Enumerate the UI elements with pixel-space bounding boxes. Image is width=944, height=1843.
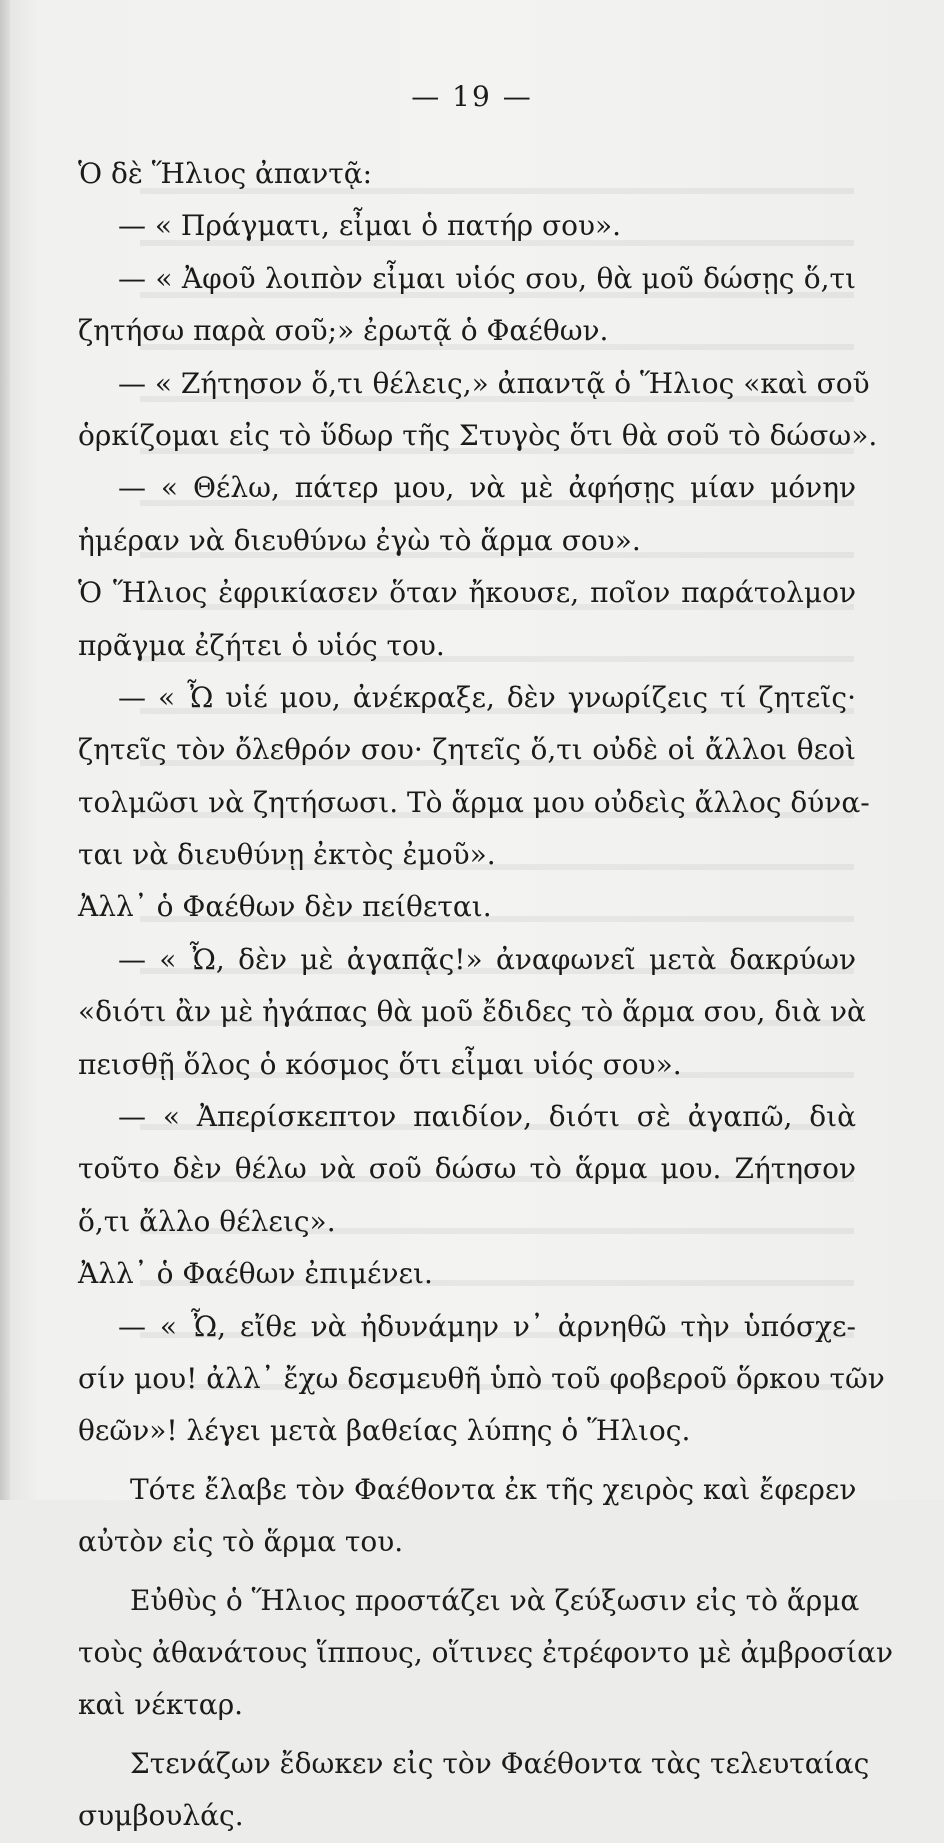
text-line: καὶ νέκταρ. xyxy=(78,1688,244,1722)
text-line: συμβουλάς. xyxy=(78,1799,244,1833)
text-line: — « Ὦ υἱέ μου, ἀνέκραξε, δὲν γνωρίζεις τί ζητεῖς· xyxy=(118,680,856,714)
text-line: — « Θέλω, πάτερ μου, νὰ μὲ ἀφήσῃς μίαν μόνην xyxy=(118,471,856,505)
text-line: Ὁ δὲ Ἥλιος ἀπαντᾷ: xyxy=(78,157,373,190)
text-line: — « Ὦ, εἴθε νὰ ἠδυνάμην ν᾽ ἀρνηθῶ τὴν ὑπόσχε- xyxy=(118,1309,856,1343)
text-line: ἡμέραν νὰ διευθύνω ἐγὼ τὸ ἅρμα σου». xyxy=(78,523,641,557)
text-line: ὅ,τι ἄλλο θέλεις». xyxy=(78,1204,336,1238)
text-line: — « Ζήτησον ὅ,τι θέλεις,» ἀπαντᾷ ὁ Ἥλιος «καὶ σοῦ xyxy=(118,366,870,400)
text-line: — « Ἀπερίσκεπτον παιδίον, διότι σὲ ἀγαπῶ, διὰ xyxy=(118,1100,856,1134)
text-line: ζητεῖς τὸν ὄλεθρόν σου· ζητεῖς ὅ,τι οὐδὲ οἱ ἄλλοι θεοὶ xyxy=(78,733,856,767)
text-line: Ἀλλ᾽ ὁ Φαέθων ἐπιμένει. xyxy=(78,1257,433,1291)
text-line: πρᾶγμα ἐζήτει ὁ υἱός του. xyxy=(78,628,445,662)
text-line: Ἀλλ᾽ ὁ Φαέθων δὲν πείθεται. xyxy=(78,890,492,924)
text-line: ται νὰ διευθύνῃ ἐκτὸς ἐμοῦ». xyxy=(78,838,496,872)
text-line: Εὐθὺς ὁ Ἥλιος προστάζει νὰ ζεύξωσιν εἰς τὸ ἅρμα xyxy=(130,1583,860,1617)
text-line: — « Ἀφοῦ λοιπὸν εἶμαι υἱός σου, θὰ μοῦ δώσῃς ὅ,τι xyxy=(118,261,856,295)
text-line: ζητήσω παρὰ σοῦ;» ἐρωτᾷ ὁ Φαέθων. xyxy=(78,314,609,348)
text-line: — « Ὦ, δὲν μὲ ἀγαπᾷς!» ἀναφωνεῖ μετὰ δακρύων xyxy=(118,942,856,976)
text-line: «διότι ἂν μὲ ἠγάπας θὰ μοῦ ἔδιδες τὸ ἅρμα σου, διὰ νὰ xyxy=(78,995,866,1029)
text-line: σίν μου! ἀλλ᾽ ἔχω δεσμευθῆ ὑπὸ τοῦ φοβεροῦ ὅρκου τῶν xyxy=(78,1361,885,1395)
text-line: ὁρκίζομαι εἰς τὸ ὕδωρ τῆς Στυγὸς ὅτι θὰ σοῦ τὸ δώσω». xyxy=(78,418,878,452)
body-text xyxy=(78,148,894,1843)
binding-edge xyxy=(0,0,10,1500)
text-line: τοὺς ἀθανάτους ἵππους, οἵτινες ἐτρέφοντο μὲ ἀμβροσίαν xyxy=(78,1635,894,1669)
text-line: τοῦτο δὲν θέλω νὰ σοῦ δώσω τὸ ἅρμα μου. Ζήτησον xyxy=(78,1152,856,1186)
text-line: αὐτὸν εἰς τὸ ἅρμα του. xyxy=(78,1525,404,1559)
page-number: — 19 — xyxy=(411,80,533,113)
text-line: Τότε ἔλαβε τὸν Φαέθοντα ἐκ τῆς χειρὸς καὶ ἔφερεν xyxy=(130,1472,857,1506)
text-line: Ὁ Ἥλιος ἐφρικίασεν ὅταν ἤκουσε, ποῖον παράτολμον xyxy=(78,576,856,610)
text-line: πεισθῇ ὅλος ὁ κόσμος ὅτι εἶμαι υἱός σου». xyxy=(78,1047,682,1081)
text-line: τολμῶσι νὰ ζητήσωσι. Τὸ ἅρμα μου οὐδεὶς ἄλλος δύνα- xyxy=(78,785,870,819)
text-line: — « Πράγματι, εἶμαι ὁ πατήρ σου». xyxy=(118,209,622,243)
text-line: θεῶν»! λέγει μετὰ βαθείας λύπης ὁ Ἥλιος. xyxy=(78,1414,691,1448)
text-line: Στενάζων ἔδωκεν εἰς τὸν Φαέθοντα τὰς τελευταίας xyxy=(130,1746,870,1780)
